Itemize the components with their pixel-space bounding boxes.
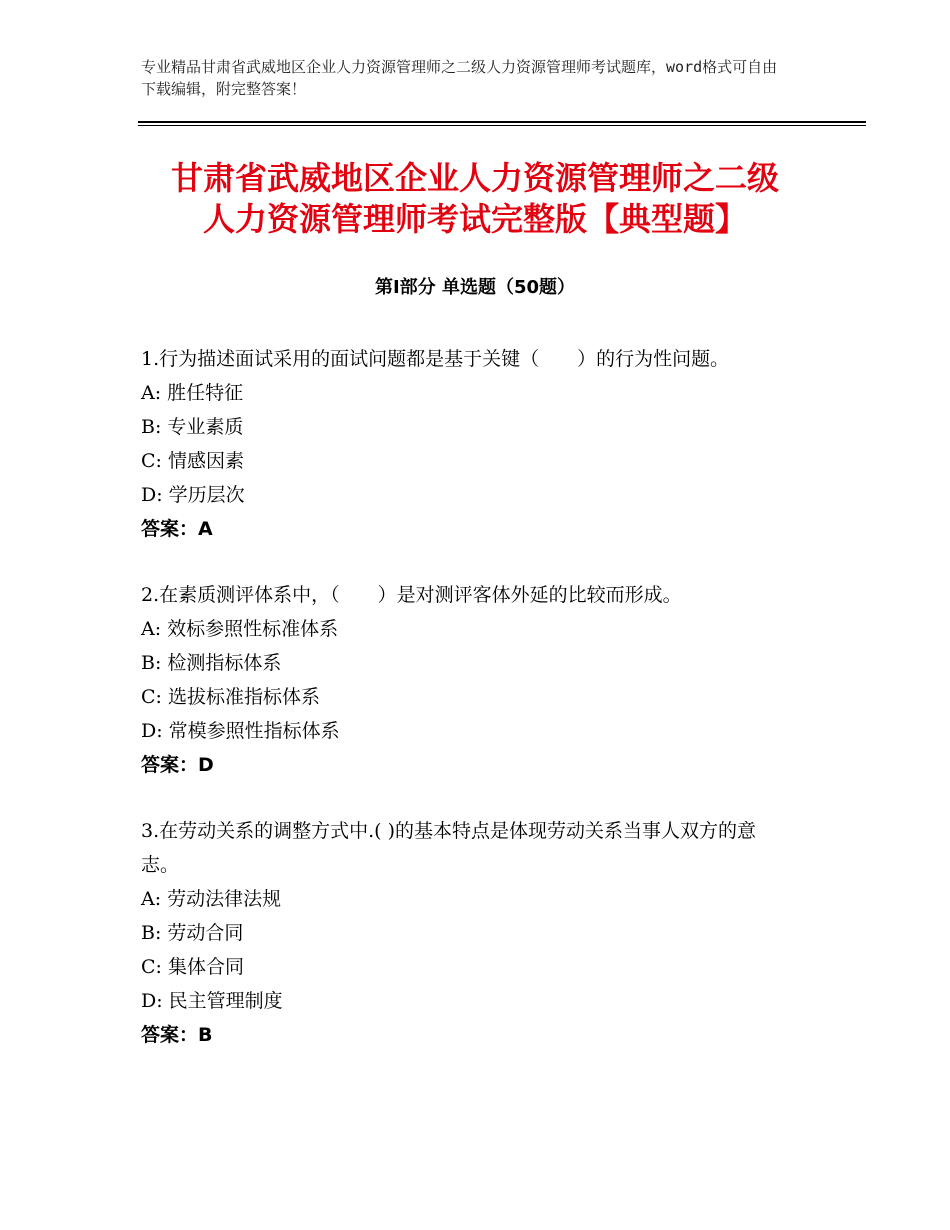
option-c: C: 选拔标准指标体系	[141, 686, 320, 708]
question-stem: 3.在劳动关系的调整方式中.( )的基本特点是体现劳动关系当事人双方的意志。	[141, 820, 757, 876]
question-3	[141, 814, 811, 1052]
answer: 答案：D	[141, 754, 214, 776]
header-rule-thick	[138, 121, 866, 123]
answer: 答案：A	[141, 518, 213, 540]
header-note: 专业精品甘肃省武威地区企业人力资源管理师之二级人力资源管理师考试题库，word格式可自由下载编辑，附完整答案！	[141, 58, 778, 98]
section-title: 第Ⅰ部分 单选题（50题）	[374, 277, 575, 298]
document-title-line-2: 人力资源管理师考试完整版【典型题】	[202, 200, 747, 238]
option-b: B: 专业素质	[141, 416, 244, 438]
document-title-line-1: 甘肃省武威地区企业人力资源管理师之二级	[170, 159, 779, 197]
answer: 答案：B	[141, 1024, 213, 1046]
document-title	[100, 158, 850, 240]
header-rule-thin	[138, 125, 866, 126]
option-c: C: 情感因素	[141, 450, 244, 472]
question-stem: 2.在素质测评体系中，（ ）是对测评客体外延的比较而形成。	[141, 584, 682, 606]
question-1	[141, 342, 811, 546]
option-a: A: 胜任特征	[141, 382, 244, 404]
option-a: A: 效标参照性标准体系	[141, 618, 339, 640]
option-b: B: 劳动合同	[141, 922, 244, 944]
option-d: D: 学历层次	[141, 484, 245, 506]
question-2	[141, 578, 811, 782]
option-c: C: 集体合同	[141, 956, 244, 978]
option-d: D: 民主管理制度	[141, 990, 283, 1012]
option-a: A: 劳动法律法规	[141, 888, 282, 910]
option-d: D: 常模参照性指标体系	[141, 720, 340, 742]
question-stem: 1.行为描述面试采用的面试问题都是基于关键（ ）的行为性问题。	[141, 348, 730, 370]
option-b: B: 检测指标体系	[141, 652, 282, 674]
question-list	[141, 342, 811, 1084]
